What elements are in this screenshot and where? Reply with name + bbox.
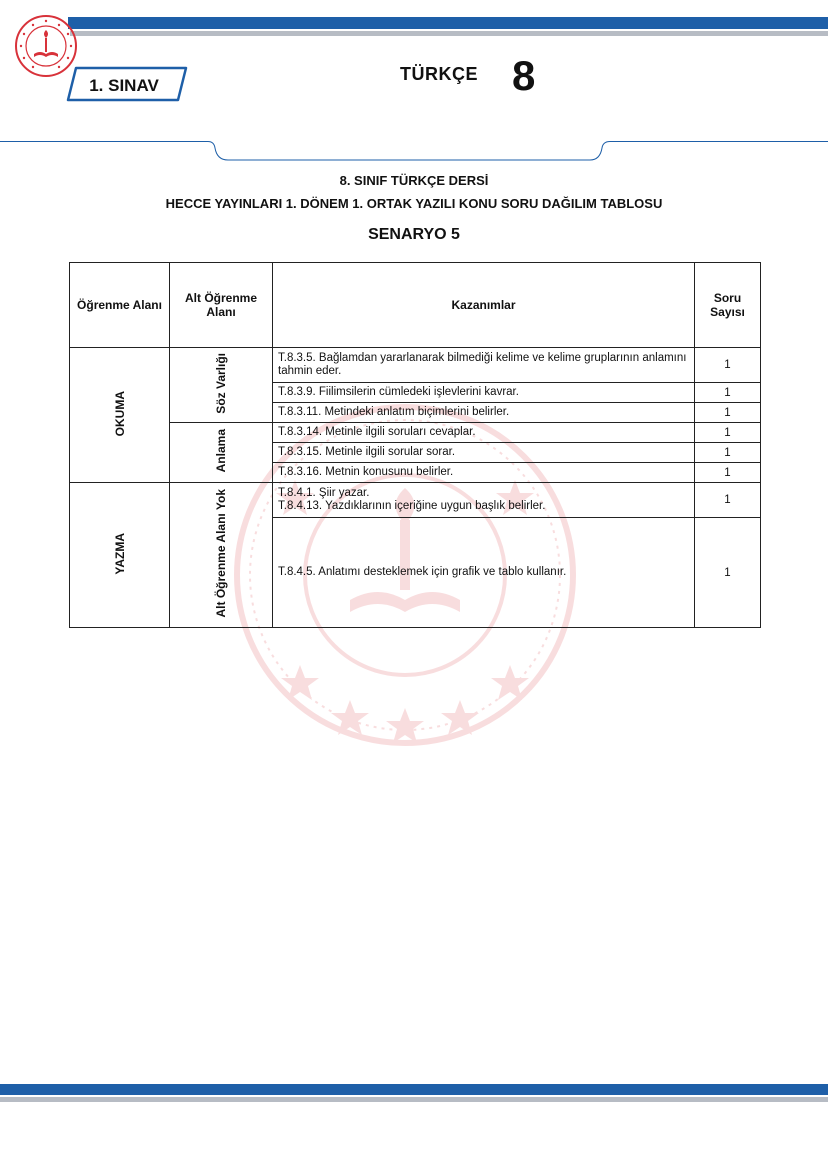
- area-label: OKUMA: [112, 390, 127, 437]
- bottom-gray-bar: [0, 1097, 828, 1102]
- header-divider: [0, 140, 828, 164]
- table-title: HECCE YAYINLARI 1. DÖNEM 1. ORTAK YAZILI KONU SORU DAĞILIM TABLOSU: [165, 196, 663, 211]
- outcome-line: T.8.4.13. Yazdıklarının içeriğine uygun başlık belirler.: [278, 500, 546, 512]
- outcome-cell: T.8.3.15. Metinle ilgili sorular sorar.: [273, 443, 695, 463]
- table-row: [70, 423, 761, 443]
- sub-area-cell: [170, 423, 273, 483]
- header-sub-learning-area: Alt Öğrenme Alanı: [170, 263, 273, 348]
- sub-area-cell: [170, 483, 273, 628]
- subject-title: TÜRKÇE: [400, 64, 478, 84]
- course-title: 8. SINIF TÜRKÇE DERSİ: [339, 173, 489, 188]
- scenario-title: SENARYO 5: [368, 226, 460, 243]
- area-cell-yazma: [70, 483, 170, 628]
- question-distribution-table: [69, 262, 761, 628]
- count-cell: 1: [695, 518, 761, 628]
- top-gray-bar: [70, 31, 828, 36]
- outcome-cell: [273, 483, 695, 518]
- sub-area-label: Alt Öğrenme Alanı Yok: [214, 489, 228, 618]
- sub-area-cell: [170, 348, 273, 423]
- table-row: [70, 483, 761, 518]
- exam-number-tab: [66, 66, 190, 104]
- exam-label: 1. SINAV: [89, 76, 159, 95]
- header-outcomes: Kazanımlar: [273, 263, 695, 348]
- outcome-cell: T.8.3.16. Metnin konusunu belirler.: [273, 463, 695, 483]
- grade-number: 8: [512, 52, 536, 99]
- bottom-blue-bar: [0, 1084, 828, 1095]
- count-cell: 1: [695, 443, 761, 463]
- table-header-row: [70, 263, 761, 348]
- outcome-cell: T.8.3.14. Metinle ilgili soruları cevaplar.: [273, 423, 695, 443]
- count-cell: 1: [695, 423, 761, 443]
- sub-area-label: Anlama: [214, 429, 228, 473]
- header-learning-area: Öğrenme Alanı: [70, 263, 170, 348]
- outcome-cell: T.8.3.5. Bağlamdan yararlanarak bilmediği kelime ve kelime gruplarının anlamını tahmin eder.: [273, 348, 695, 383]
- area-cell-okuma: [70, 348, 170, 483]
- outcome-cell: T.8.4.5. Anlatımı desteklemek için grafik ve tablo kullanır.: [273, 518, 695, 628]
- top-blue-bar: [68, 17, 828, 29]
- outcome-cell: T.8.3.11. Metindeki anlatım biçimlerini belirler.: [273, 403, 695, 423]
- count-cell: 1: [695, 348, 761, 383]
- outcome-cell: T.8.3.9. Fiilimsilerin cümledeki işlevlerini kavrar.: [273, 383, 695, 403]
- table-row: [70, 348, 761, 383]
- count-cell: 1: [695, 403, 761, 423]
- outcome-line: T.8.4.1. Şiir yazar.: [278, 487, 370, 499]
- header-question-count: Soru Sayısı: [695, 263, 761, 348]
- area-label: YAZMA: [112, 532, 127, 575]
- count-cell: 1: [695, 483, 761, 518]
- count-cell: 1: [695, 383, 761, 403]
- count-cell: 1: [695, 463, 761, 483]
- sub-area-label: Söz Varlığı: [214, 353, 228, 414]
